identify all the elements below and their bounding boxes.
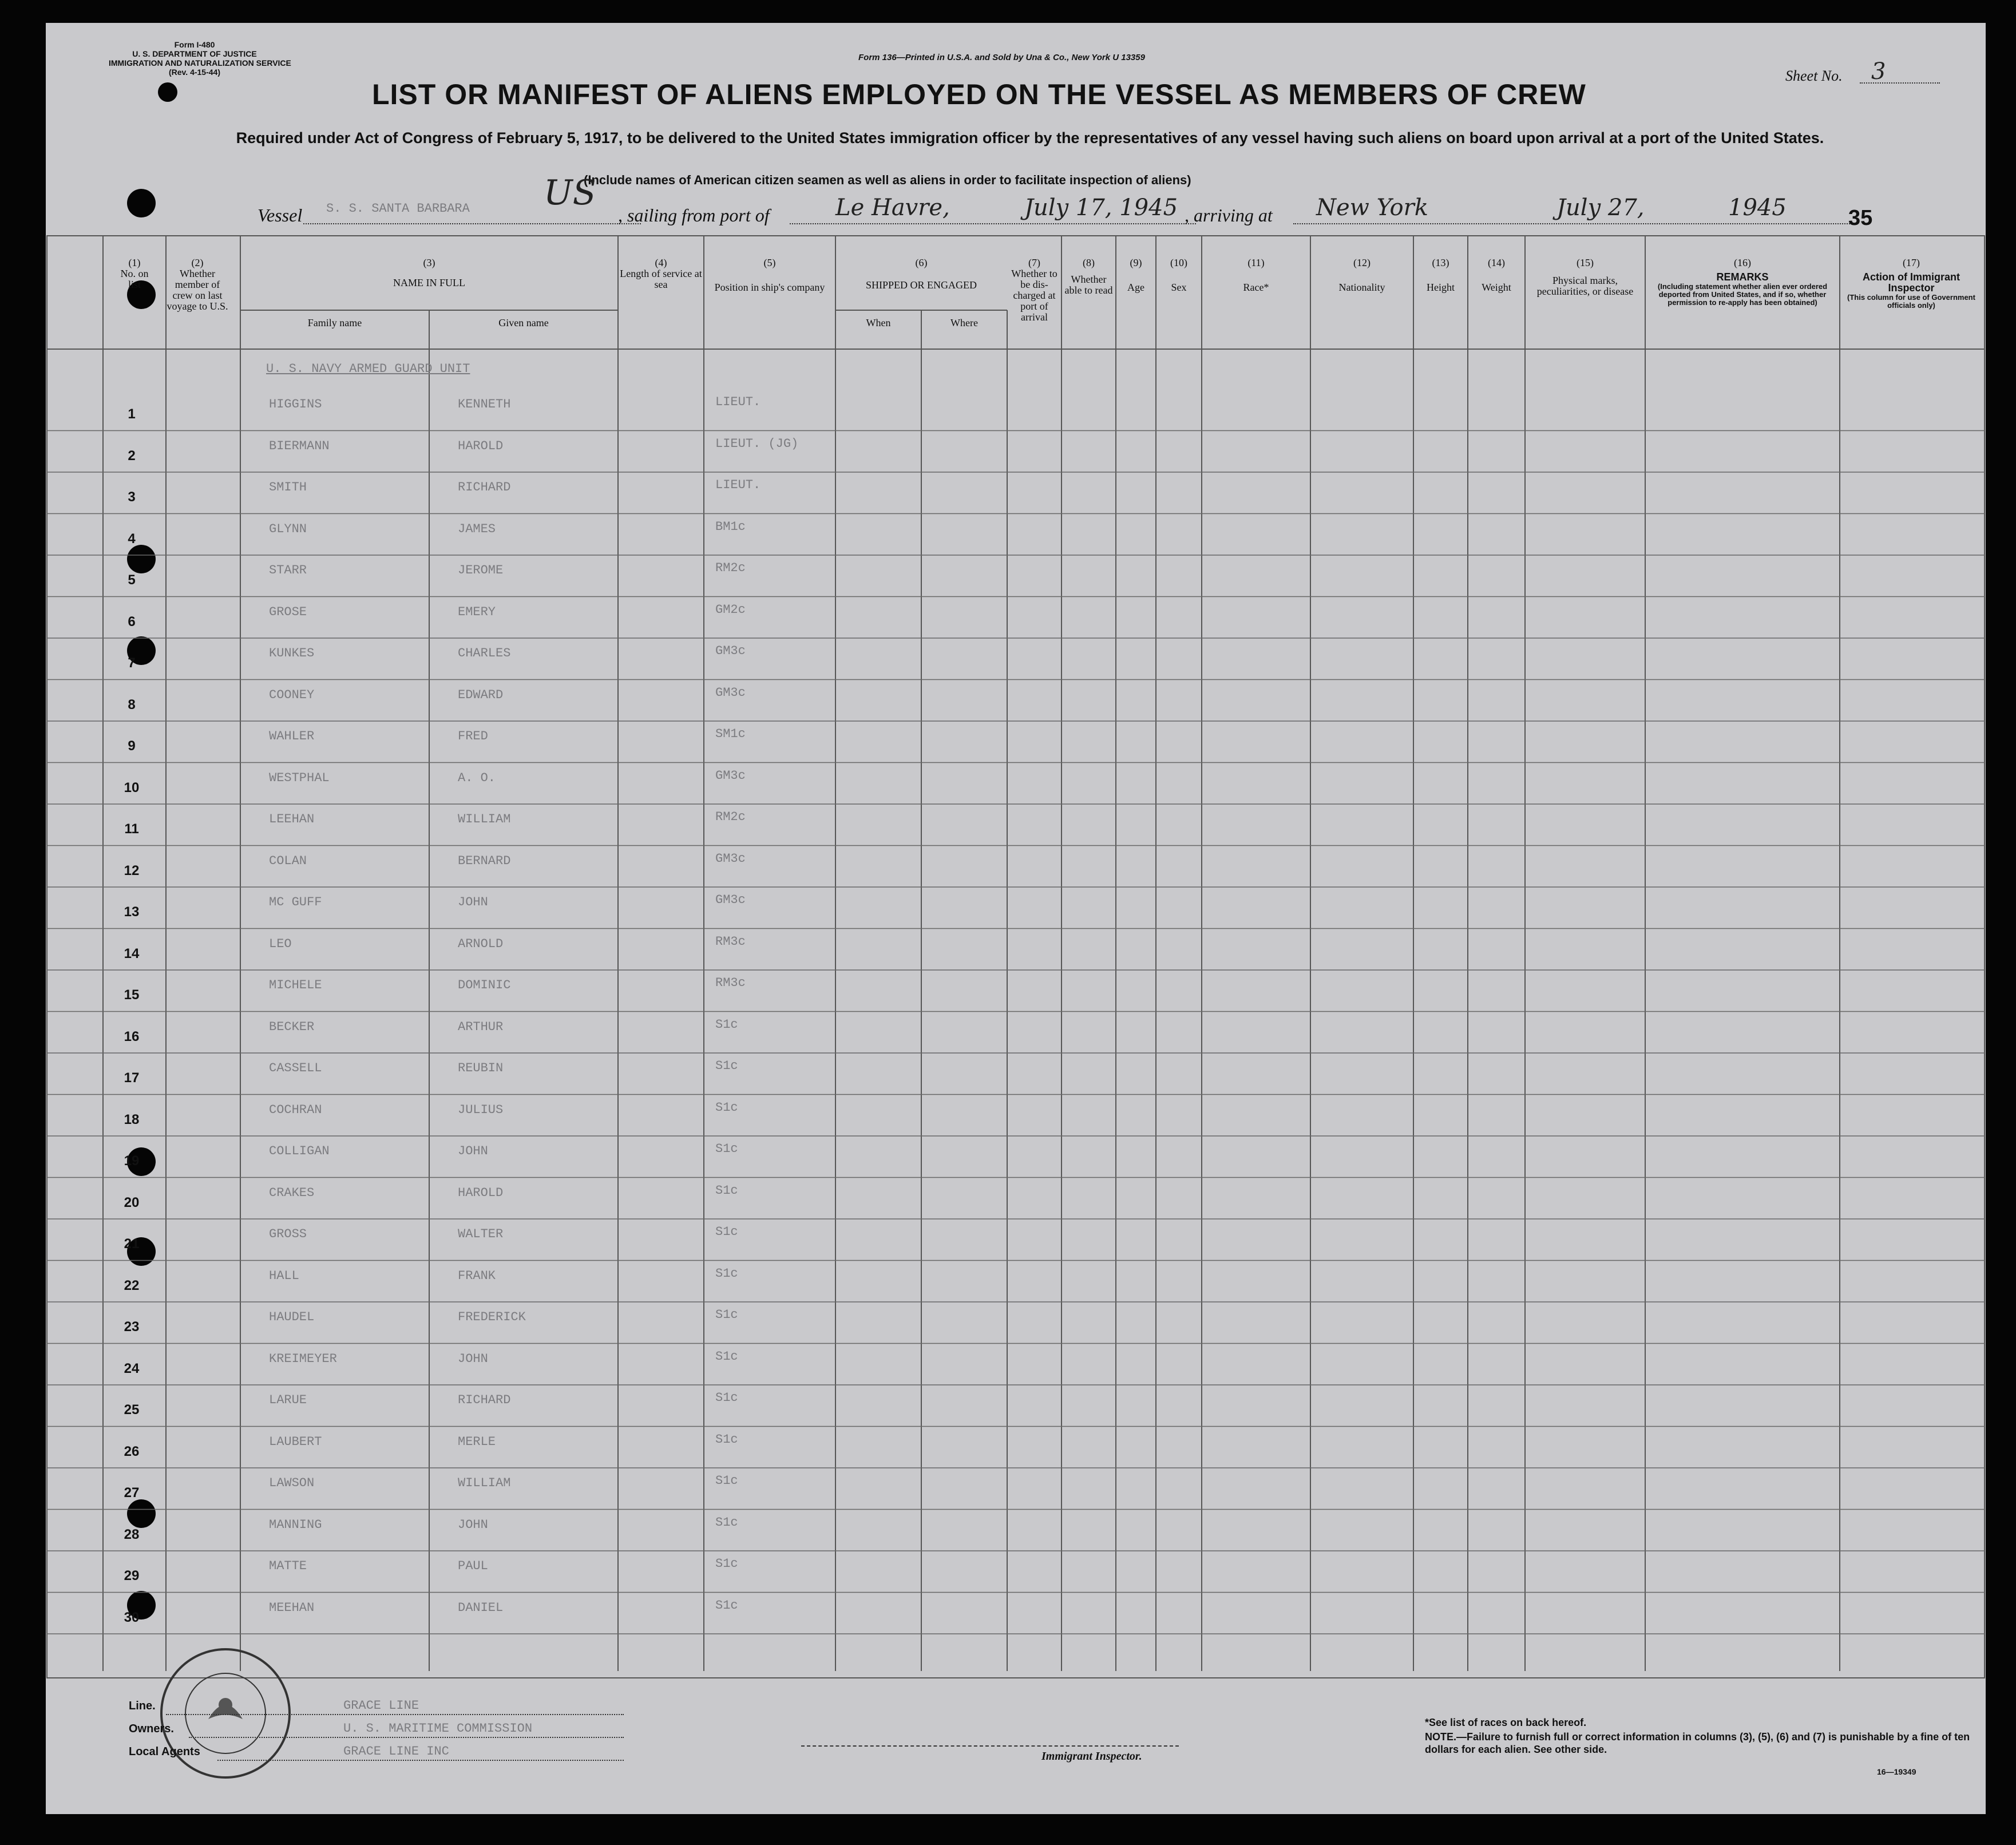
agents-field [217, 1760, 624, 1761]
col13-header [1413, 258, 1468, 293]
note-block [1425, 1731, 1974, 1756]
position: S1c [715, 1183, 738, 1198]
col17-sub: (This column for use of Government officials only) [1847, 293, 1975, 310]
given-name: HAROLD [458, 438, 504, 453]
table-row [46, 721, 1986, 763]
row-number: 2 [128, 448, 136, 464]
table-row [46, 1385, 1986, 1427]
col13-label: Height [1427, 282, 1455, 293]
row-number: 1 [128, 406, 136, 422]
col1-number: (1) [128, 257, 141, 268]
line-field [166, 1714, 624, 1715]
given-name: ARNOLD [458, 936, 504, 951]
given-name: FRANK [458, 1268, 496, 1283]
agents-value: GRACE LINE INC [343, 1744, 449, 1759]
col16-number: (16) [1734, 257, 1751, 268]
table-row [46, 1053, 1986, 1095]
row-number: 18 [124, 1111, 140, 1127]
col9-header [1116, 258, 1156, 293]
page-number: 35 [1848, 206, 1873, 230]
table-row [46, 1219, 1986, 1261]
col3-number: (3) [423, 257, 435, 268]
col14-header [1468, 258, 1525, 293]
given-name-header: Given name [498, 317, 549, 328]
consulate-stamp [160, 1648, 291, 1779]
row-number: 22 [124, 1277, 140, 1293]
family-name: BIERMANN [269, 438, 330, 453]
table-row [46, 763, 1986, 805]
note-label: NOTE. [1425, 1731, 1457, 1743]
given-name: JEROME [458, 563, 504, 577]
row-number: 10 [124, 779, 140, 795]
owners-value: U. S. MARITIME COMMISSION [343, 1721, 533, 1736]
col11-header [1202, 258, 1310, 293]
given-name: WALTER [458, 1227, 504, 1241]
col12-number: (12) [1353, 257, 1371, 268]
family-name: HAUDEL [269, 1310, 315, 1324]
table-row [46, 1427, 1986, 1468]
row-number: 15 [124, 987, 140, 1003]
position: S1c [715, 1598, 738, 1613]
table-row [46, 1551, 1986, 1593]
position: GM3c [715, 851, 746, 866]
family-name: BECKER [269, 1019, 315, 1034]
col6-label: SHIPPED OR ENGAGED [865, 279, 977, 291]
col16-label: REMARKS [1716, 271, 1769, 283]
where-header: Where [950, 317, 978, 328]
page-title: LIST OR MANIFEST OF ALIENS EMPLOYED ON THE VESSEL AS MEMBERS OF CREW [372, 78, 1586, 110]
row-number: 12 [124, 862, 140, 878]
given-name: WILLIAM [458, 812, 511, 826]
given-name: FREDERICK [458, 1310, 526, 1324]
sheet-label: Sheet No. [1785, 68, 1843, 84]
table-row [46, 680, 1986, 722]
col7-header [1007, 258, 1062, 323]
family-name: COLAN [269, 853, 307, 868]
col7-number: (7) [1028, 257, 1040, 268]
position: GM3c [715, 893, 746, 907]
col15-label: Physical marks, peculiarities, or disease [1536, 275, 1634, 297]
family-name: HALL [269, 1268, 299, 1283]
row-number: 11 [124, 821, 139, 837]
inspector-signature-line [801, 1745, 1179, 1747]
col8-header [1062, 258, 1116, 296]
table-row [46, 555, 1986, 597]
table-row [46, 846, 1986, 888]
given-name: MERLE [458, 1434, 496, 1449]
position: GM3c [715, 644, 746, 658]
given-name: FRED [458, 729, 488, 743]
position: RM3c [715, 976, 746, 990]
position: S1c [715, 1059, 738, 1073]
line-label: Line. [129, 1700, 156, 1712]
agents-label: Local Agents [129, 1745, 200, 1758]
row-number: 17 [124, 1070, 140, 1086]
given-name: JULIUS [458, 1102, 504, 1117]
position: S1c [715, 1391, 738, 1405]
row-number: 6 [128, 613, 136, 629]
family-name: KREIMEYER [269, 1351, 337, 1366]
family-name: COLLIGAN [269, 1144, 330, 1158]
given-name: DANIEL [458, 1600, 504, 1615]
row-number: 29 [124, 1568, 140, 1583]
row-number: 24 [124, 1360, 140, 1376]
table-row [46, 887, 1986, 929]
row-number: 4 [128, 530, 136, 547]
col5-header [704, 258, 835, 293]
table-row [46, 472, 1986, 514]
sail-date: July 17, 1945 [1024, 195, 1178, 221]
col17-number: (17) [1903, 257, 1920, 268]
vessel-label: Vessel [258, 205, 303, 225]
given-name: DOMINIC [458, 978, 511, 992]
col16-sub: (Including statement whether alien ever ordered deported from United States, and if so, whether permission to re-apply has been obtained) [1657, 282, 1828, 307]
manifest-sheet [46, 23, 1986, 1814]
line-value: GRACE LINE [343, 1698, 419, 1713]
given-name: BERNARD [458, 853, 511, 868]
position: SM1c [715, 727, 746, 741]
position: S1c [715, 1100, 738, 1115]
position: LIEUT. [715, 395, 761, 409]
family-name: LEEHAN [269, 812, 315, 826]
family-name: STARR [269, 563, 307, 577]
given-name: EDWARD [458, 687, 504, 702]
when-header: When [866, 317, 891, 328]
col6-number: (6) [915, 257, 928, 268]
col4-number: (4) [655, 257, 667, 268]
row-number: 5 [128, 572, 136, 588]
given-name: PAUL [458, 1559, 488, 1573]
col11-label: Race* [1243, 282, 1269, 293]
family-name: GROSS [269, 1227, 307, 1241]
row-number: 28 [124, 1526, 140, 1542]
position: S1c [715, 1557, 738, 1571]
arrive-year: 1945 [1728, 195, 1787, 221]
sheet-number: 3 [1871, 58, 1886, 85]
col17-label: Action of Immigrant Inspector [1863, 271, 1960, 294]
department: U. S. DEPARTMENT OF JUSTICE [132, 49, 257, 58]
col4-label: Length of service at sea [620, 268, 702, 290]
table-row [46, 1468, 1986, 1510]
include-note: (Include names of American citizen seamen as well as aliens in order to facilitate inspection of aliens) [584, 173, 1191, 187]
col11-number: (11) [1247, 257, 1265, 268]
position: S1c [715, 1225, 738, 1239]
family-name: LEO [269, 936, 292, 951]
given-name: RICHARD [458, 480, 511, 494]
given-name: ARTHUR [458, 1019, 504, 1034]
family-name: MC GUFF [269, 895, 322, 909]
col5-number: (5) [763, 257, 776, 268]
port-from: Le Havre, [835, 195, 950, 221]
row-number: 13 [124, 904, 140, 920]
position: S1c [715, 1017, 738, 1032]
position: S1c [715, 1349, 738, 1364]
position: S1c [715, 1474, 738, 1488]
row-number: 30 [124, 1609, 140, 1625]
family-name: WESTPHAL [269, 770, 330, 785]
revision: (Rev. 4-15-44) [168, 68, 220, 77]
family-name: GROSE [269, 604, 307, 619]
position: RM2c [715, 561, 746, 575]
races-note: *See list of races on back hereof. [1425, 1717, 1587, 1728]
family-name: LARUE [269, 1393, 307, 1407]
col3-label: NAME IN FULL [393, 277, 465, 288]
given-name: WILLIAM [458, 1476, 511, 1490]
unit-heading: U. S. NAVY ARMED GUARD UNIT [266, 362, 470, 376]
given-name: JAMES [458, 521, 496, 536]
col9-label: Age [1127, 282, 1144, 293]
position: S1c [715, 1142, 738, 1156]
col1-label: No. on list [120, 268, 149, 290]
position: S1c [715, 1515, 738, 1530]
position: RM3c [715, 934, 746, 949]
col14-number: (14) [1488, 257, 1505, 268]
printer-line: Form 136—Printed in U.S.A. and Sold by Una & Co., New York U 13359 [858, 53, 1145, 62]
row-number: 14 [124, 945, 140, 961]
owners-field [189, 1737, 624, 1738]
col10-header [1156, 258, 1202, 293]
row-number: 20 [124, 1194, 140, 1210]
col10-label: Sex [1171, 282, 1187, 293]
col2-label: Whether member of crew on last voyage to U.S. [167, 268, 228, 312]
col13-number: (13) [1432, 257, 1449, 268]
row-number: 26 [124, 1443, 140, 1459]
row-number: 9 [128, 738, 136, 754]
given-name: REUBIN [458, 1061, 504, 1075]
col6-header [835, 258, 1007, 291]
family-name: COONEY [269, 687, 315, 702]
form-code: 16—19349 [1877, 1767, 1916, 1776]
family-name: MICHELE [269, 978, 322, 992]
table-row [46, 970, 1986, 1012]
given-name: JOHN [458, 895, 488, 909]
family-name: MANNING [269, 1517, 322, 1532]
position: BM1c [715, 519, 746, 534]
form-number: Form I-480 [174, 40, 215, 49]
row-number: 3 [128, 489, 136, 505]
position: S1c [715, 1308, 738, 1322]
family-name: MATTE [269, 1559, 307, 1573]
position: GM3c [715, 768, 746, 783]
table-row [46, 1178, 1986, 1220]
table-row [46, 1344, 1986, 1385]
family-name: LAWSON [269, 1476, 315, 1490]
position: S1c [715, 1266, 738, 1281]
family-name: CRAKES [269, 1185, 315, 1200]
table-row [46, 1510, 1986, 1551]
requirement-text: Required under Act of Congress of February 5, 1917, to be delivered to the United States immigration officer by the representatives of any vessel having such aliens on board upon arrival at a port of the United States. [236, 129, 1824, 147]
col16-header [1645, 258, 1840, 307]
arrive-date: July 27, [1556, 195, 1645, 221]
row-number: 23 [124, 1319, 140, 1335]
family-name-header: Family name [307, 317, 362, 328]
table-row [46, 431, 1986, 473]
handwritten-mark: US [544, 173, 596, 213]
table-row [46, 1095, 1986, 1137]
position: LIEUT. [715, 478, 761, 492]
given-name: HAROLD [458, 1185, 504, 1200]
given-name: CHARLES [458, 646, 511, 660]
col5-label: Position in ship's company [714, 282, 825, 293]
position: GM3c [715, 685, 746, 700]
table-row [46, 1302, 1986, 1344]
col12-header [1310, 258, 1413, 293]
row-number: 19 [124, 1153, 140, 1169]
row-number: 8 [128, 696, 136, 712]
family-name: LAUBERT [269, 1434, 322, 1449]
position: GM2c [715, 602, 746, 617]
col2-number: (2) [191, 257, 204, 268]
position: LIEUT. (JG) [715, 436, 799, 451]
given-name: JOHN [458, 1144, 488, 1158]
family-name: KUNKES [269, 646, 315, 660]
col3-header [240, 258, 618, 288]
col17-header [1840, 258, 1983, 310]
given-name: A. O. [458, 770, 496, 785]
row-number: 21 [124, 1236, 140, 1252]
col7-label: Whether to be dis-charged at port of arrival [1011, 268, 1057, 323]
table-row [46, 1261, 1986, 1302]
col12-label: Nationality [1338, 282, 1385, 293]
family-name: WAHLER [269, 729, 315, 743]
family-name: CASSELL [269, 1061, 322, 1075]
table-row [46, 1593, 1986, 1634]
note-text: —Failure to furnish full or correct information in columns (3), (5), (6) and (7) is punishable by a fine of ten dollars for each alien. See other side. [1425, 1731, 1970, 1755]
given-name: KENNETH [458, 397, 511, 411]
family-name: GLYNN [269, 521, 307, 536]
col15-header [1525, 258, 1645, 297]
vessel-name: S. S. SANTA BARBARA [326, 201, 470, 216]
col2-header [166, 258, 229, 312]
table-row [46, 1136, 1986, 1178]
row-number: 16 [124, 1028, 140, 1044]
table-row [46, 804, 1986, 846]
family-name: COCHRAN [269, 1102, 322, 1117]
table-row [46, 597, 1986, 639]
family-name: SMITH [269, 480, 307, 494]
family-name: HIGGINS [269, 397, 322, 411]
col1-header [114, 258, 155, 290]
table-row [46, 929, 1986, 971]
position: S1c [715, 1432, 738, 1447]
row-number: 27 [124, 1485, 140, 1500]
row-number: 25 [124, 1402, 140, 1418]
port-to: New York [1316, 195, 1428, 221]
arriving-label: , arriving at [1185, 205, 1273, 225]
table-row [46, 638, 1986, 680]
col9-number: (9) [1130, 257, 1142, 268]
given-name: RICHARD [458, 1393, 511, 1407]
sailing-label: , sailing from port of [618, 205, 770, 225]
table-row [46, 389, 1986, 431]
table-row [46, 1012, 1986, 1054]
col4-header [618, 258, 704, 290]
col8-number: (8) [1083, 257, 1095, 268]
family-name: MEEHAN [269, 1600, 315, 1615]
owners-label: Owners. [129, 1723, 174, 1735]
col14-label: Weight [1482, 282, 1511, 293]
col8-label: Whether able to read [1064, 274, 1113, 296]
given-name: JOHN [458, 1517, 488, 1532]
given-name: EMERY [458, 604, 496, 619]
inspector-label: Immigrant Inspector. [1041, 1750, 1142, 1763]
row-number: 7 [128, 655, 136, 671]
given-name: JOHN [458, 1351, 488, 1366]
service: IMMIGRATION AND NATURALIZATION SERVICE [109, 58, 291, 68]
position: RM2c [715, 810, 746, 824]
col10-number: (10) [1170, 257, 1187, 268]
table-row [46, 514, 1986, 556]
col15-number: (15) [1577, 257, 1594, 268]
